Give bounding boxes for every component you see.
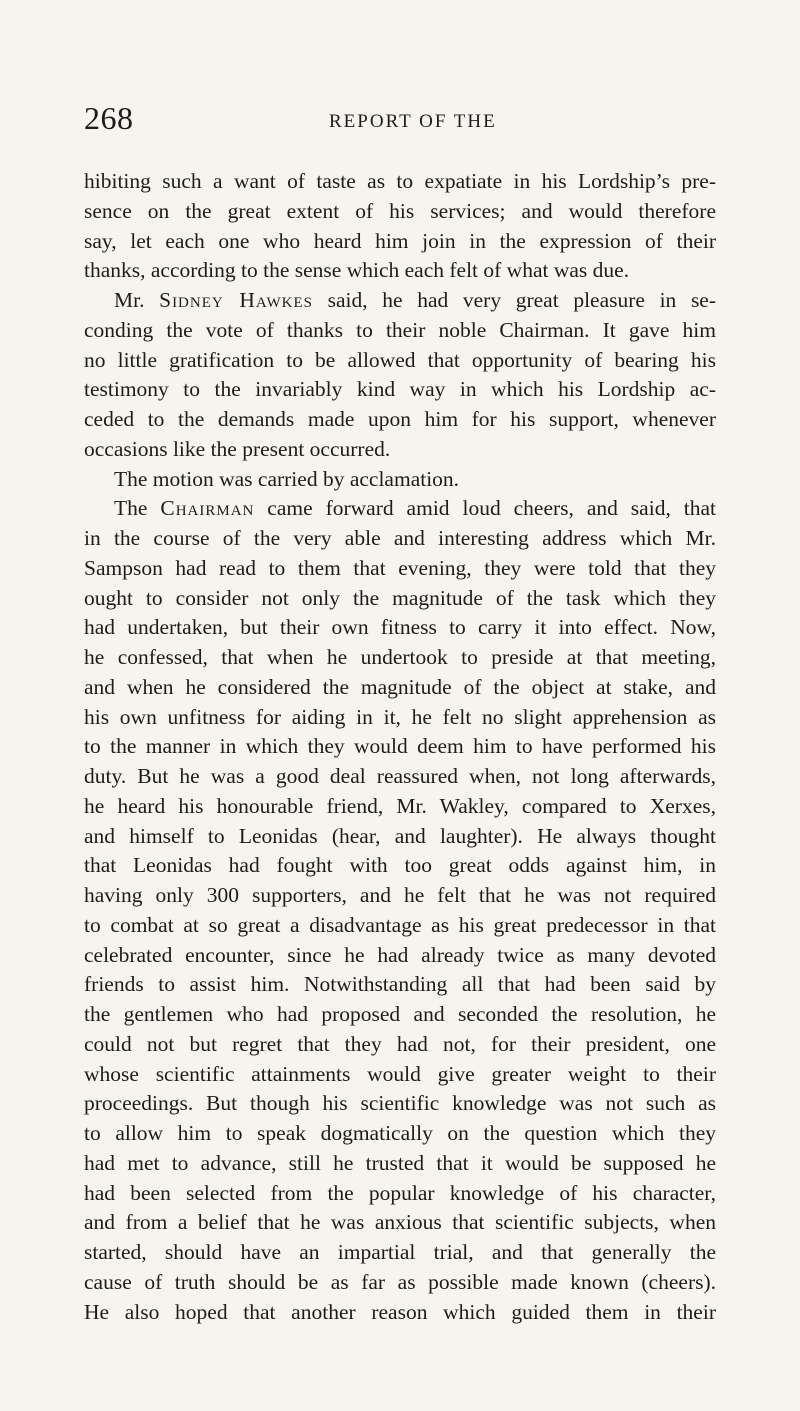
text-fragment: came forward amid loud cheers, and said, that (254, 496, 716, 521)
text-line: in the course of the very able and interesting address which Mr. (84, 526, 716, 550)
body-text (84, 167, 716, 1327)
text-line: say, let each one who heard him join in the expression of their (84, 228, 716, 253)
text-line: conding the vote of thanks to their noble Chairman. It gave him (84, 317, 716, 342)
text-line: occasions like the present occurred. (84, 436, 391, 461)
speaker-name: Chairman (160, 496, 255, 521)
text-line: to combat at so great a disadvantage as his great predecessor in that (84, 912, 716, 937)
text-line: ceded to the demands made upon him for his support, whenever (84, 407, 716, 431)
text-line: and from a belief that he was anxious that scientific subjects, when (84, 1210, 716, 1235)
text-line: hibiting such a want of taste as to expatiate in his Lordship’s pre- (84, 169, 716, 193)
page-header (84, 100, 716, 140)
text-line: had met to advance, still he trusted that it would be supposed he (84, 1150, 716, 1175)
text-line: started, should have an impartial trial, and that generally the (84, 1240, 716, 1264)
text-line: the gentlemen who had proposed and seconded the resolution, he (84, 1002, 716, 1026)
text-line: could not but regret that they had not, for their president, one (84, 1031, 716, 1056)
text-line: celebrated encounter, since he had already twice as many devoted (84, 942, 716, 967)
text-line: He also hoped that another reason which guided them in their (84, 1299, 716, 1324)
text-line: he confessed, that when he undertook to preside at that meeting, (84, 645, 716, 669)
text-fragment: said, he had very great pleasure in se- (313, 288, 717, 312)
text-line: sence on the great extent of his services; and would therefore (84, 198, 716, 223)
text-line: The motion was carried by acclamation. (114, 466, 460, 491)
text-line: and when he considered the magnitude of the object at stake, and (84, 674, 716, 699)
text-line: he heard his honourable friend, Mr. Wakley, compared to Xerxes, (84, 793, 716, 818)
text-line: and himself to Leonidas (hear, and laughter). He always thought (84, 823, 716, 848)
text-line: to allow him to speak dogmatically on the question which they (84, 1121, 716, 1145)
text-line (84, 286, 716, 316)
text-line: Sampson had read to them that evening, they were told that they (84, 555, 716, 580)
text-line: testimony to the invariably kind way in which his Lordship ac- (84, 377, 716, 402)
text-line: duty. But he was a good deal reassured when, not long afterwards, (84, 764, 716, 788)
page-number: 268 (84, 100, 134, 136)
text-line: thanks, according to the sense which each felt of what was due. (84, 258, 630, 283)
text-line: whose scientific attainments would give greater weight to their (84, 1061, 716, 1086)
text-line: cause of truth should be as far as possible made known (cheers). (84, 1269, 716, 1294)
text-fragment: Mr. (114, 288, 160, 312)
text-fragment: The (114, 496, 161, 521)
text-line: that Leonidas had fought with too great odds against him, in (84, 853, 716, 878)
text-line: no little gratification to be allowed that opportunity of bearing his (84, 347, 716, 372)
text-line: proceedings. But though his scientific knowledge was not such as (84, 1091, 716, 1116)
running-head: REPORT OF THE (329, 111, 497, 132)
text-line: having only 300 supporters, and he felt that he was not required (84, 883, 716, 907)
text-line: ought to consider not only the magnitude of the task which they (84, 585, 716, 610)
text-line: had been selected from the popular knowledge of his character, (84, 1180, 716, 1205)
text-line (84, 494, 716, 524)
text-line: to the manner in which they would deem him to have performed his (84, 734, 716, 759)
text-line: friends to assist him. Notwithstanding all that had been said by (84, 972, 716, 997)
text-line: had undertaken, but their own fitness to carry it into effect. Now, (84, 615, 716, 640)
speaker-name: Sidney Hawkes (159, 288, 314, 312)
text-line: his own unfitness for aiding in it, he felt no slight apprehension as (84, 704, 716, 729)
